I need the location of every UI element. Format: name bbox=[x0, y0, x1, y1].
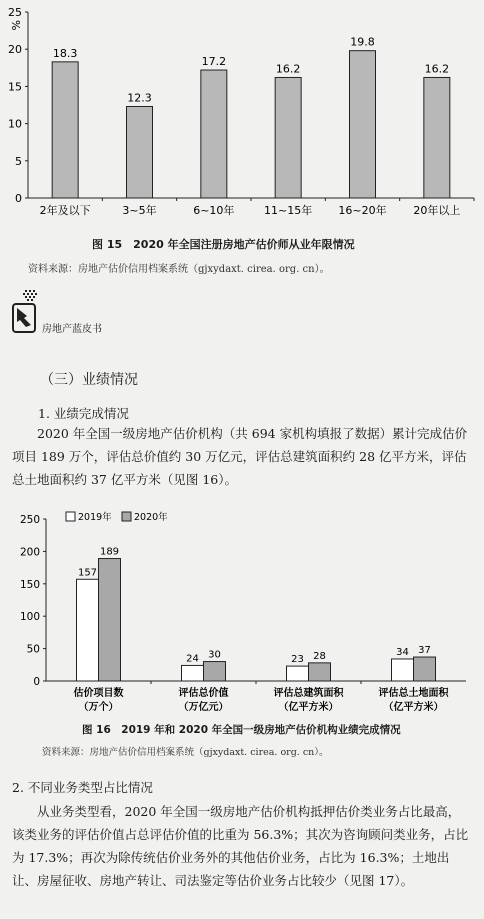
y-tick-label: 50 bbox=[26, 643, 40, 656]
bar bbox=[424, 77, 450, 198]
subsection-heading-2: 2. 不同业务类型占比情况 bbox=[12, 780, 153, 795]
data-label: 28 bbox=[313, 650, 326, 662]
fig16-caption: 图 16 2019 年和 2020 年全国一级房地产估价机构业绩完成情况 bbox=[82, 724, 401, 736]
y-tick-label: 200 bbox=[19, 546, 40, 559]
legend-label: 2020年 bbox=[134, 512, 168, 523]
bar-2019年 bbox=[77, 579, 99, 681]
data-label: 12.3 bbox=[127, 91, 152, 105]
y-tick-label: 100 bbox=[19, 611, 40, 624]
y-tick-label: 20 bbox=[8, 43, 22, 57]
fig15-chart bbox=[0, 0, 484, 226]
bar-2020年 bbox=[309, 663, 331, 681]
bar-2019年 bbox=[392, 659, 414, 681]
x-tick-label: （亿平方米） bbox=[278, 702, 339, 713]
y-tick-label: 15 bbox=[8, 80, 22, 94]
data-label: 34 bbox=[396, 646, 409, 658]
legend-swatch bbox=[122, 512, 131, 521]
bar-2020年 bbox=[99, 559, 121, 681]
x-tick-label: （亿平方米） bbox=[383, 702, 444, 713]
paragraph-1: 2020 年全国一级房地产估价机构（共 694 家机构填报了数据）累计完成估价项目 189 万个，评估总价值约 30 万亿元，评估总建筑面积约 28 亿平方米，评估总土地面积约 37 亿平方米（见图 16）。 bbox=[12, 426, 468, 487]
x-tick-label: 16~20年 bbox=[338, 204, 387, 217]
subsection-heading-1: 1. 业绩完成情况 bbox=[38, 406, 129, 421]
x-tick-label: 3~5年 bbox=[122, 204, 157, 217]
x-tick-label: 6~10年 bbox=[193, 204, 235, 217]
data-label: 189 bbox=[99, 546, 120, 558]
bar-2020年 bbox=[204, 662, 226, 681]
data-label: 30 bbox=[208, 649, 221, 661]
x-tick-label: 11~15年 bbox=[264, 204, 313, 217]
x-tick-label: 估价项目数 bbox=[73, 688, 124, 699]
fig16-chart bbox=[0, 505, 484, 720]
x-tick-label: （万个） bbox=[78, 702, 119, 713]
bar-2019年 bbox=[287, 666, 309, 681]
data-label: 19.8 bbox=[350, 35, 375, 49]
y-tick-label: 10 bbox=[8, 117, 22, 131]
data-label: 157 bbox=[77, 567, 98, 579]
data-label: 18.3 bbox=[52, 46, 78, 60]
bar-2019年 bbox=[182, 665, 204, 681]
data-label: 23 bbox=[291, 654, 304, 666]
y-tick-label: 5 bbox=[15, 154, 22, 168]
bar bbox=[201, 70, 227, 198]
x-tick-label: （万亿元） bbox=[178, 702, 229, 713]
y-tick-label: 0 bbox=[15, 192, 22, 205]
data-label: 17.2 bbox=[201, 55, 227, 69]
section-heading: （三）业绩情况 bbox=[40, 372, 138, 388]
x-tick-label: 评估总价值 bbox=[178, 688, 229, 699]
legend-swatch bbox=[66, 512, 75, 521]
y-tick-label: 150 bbox=[19, 578, 40, 591]
y-axis-label: % bbox=[9, 20, 22, 31]
x-tick-label: 评估总土地面积 bbox=[378, 688, 449, 699]
y-tick-label: 250 bbox=[19, 514, 40, 526]
bar bbox=[127, 106, 153, 198]
legend-label: 2019年 bbox=[78, 512, 112, 523]
paragraph-2: 从业务类型看，2020 年全国一级房地产估价机构抵押估价类业务占比最高，该类业务的评估价值占总评估价值的比重为 56.3%；其次为咨询顾问类业务，占比为 17.3%；再次为除传统估价业务外的其他估价业务，占比为 16.3%；土地出让、房屋征收、房地产转让、司法鉴定等估价业务占比较少（见图 17）。 bbox=[12, 804, 469, 888]
data-label: 24 bbox=[186, 653, 199, 665]
data-label: 37 bbox=[418, 645, 431, 657]
bar bbox=[52, 62, 78, 198]
bar-2020年 bbox=[414, 657, 436, 681]
data-label: 16.2 bbox=[275, 62, 301, 76]
y-tick-label: 25 bbox=[8, 6, 22, 19]
fig15-caption: 图 15 2020 年全国注册房地产估价师从业年限情况 bbox=[92, 238, 355, 251]
book-icon bbox=[10, 290, 38, 336]
x-tick-label: 20年以上 bbox=[413, 204, 461, 217]
bar bbox=[275, 77, 301, 198]
book-series-label: 房地产蓝皮书 bbox=[42, 324, 102, 335]
fig16-source: 资料来源：房地产估价信用档案系统（gjxydaxt. cirea. org. cn）。 bbox=[42, 747, 329, 758]
y-tick-label: 0 bbox=[33, 676, 40, 688]
fig15-source: 资料来源：房地产估价信用档案系统（gjxydaxt. cirea. org. cn）。 bbox=[28, 264, 330, 275]
bar bbox=[350, 51, 376, 198]
data-label: 16.2 bbox=[424, 62, 450, 76]
x-tick-label: 评估总建筑面积 bbox=[273, 688, 344, 699]
x-tick-label: 2年及以下 bbox=[39, 204, 91, 217]
